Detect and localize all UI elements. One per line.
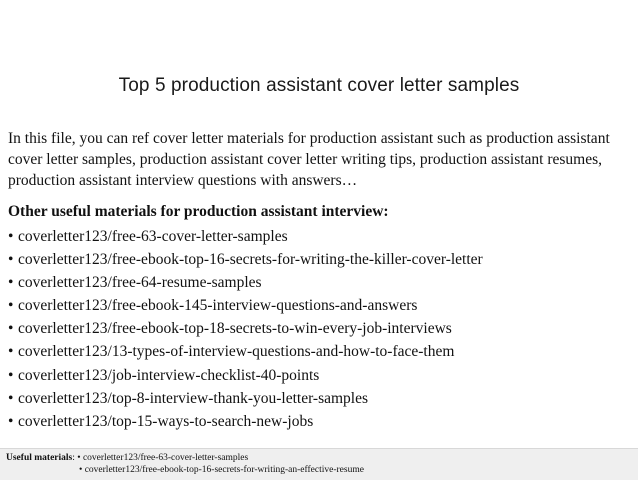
bullet-icon: • bbox=[8, 366, 14, 384]
bullet-icon: • bbox=[8, 251, 14, 269]
bullet-icon: • bbox=[8, 228, 14, 245]
footer-separator: : bbox=[72, 453, 78, 463]
list-item[interactable] bbox=[8, 225, 483, 248]
bullet-icon: • bbox=[8, 343, 14, 361]
link-text[interactable]: coverletter123/top-8-interview-thank-you-letter-samples bbox=[18, 389, 369, 407]
link-text[interactable]: coverletter123/job-interview-checklist-40-points bbox=[18, 366, 320, 384]
materials-heading: Other useful materials for production assistant interview: bbox=[8, 203, 389, 220]
list-item[interactable] bbox=[8, 340, 483, 363]
bullet-icon: • bbox=[8, 412, 14, 430]
footer-link[interactable]: coverletter123/free-63-cover-letter-samples bbox=[82, 453, 249, 463]
footer-bar bbox=[0, 448, 638, 480]
link-text[interactable]: coverletter123/free-ebook-top-16-secrets-for-writing-the-killer-cover-letter bbox=[18, 251, 483, 269]
list-item[interactable] bbox=[8, 248, 483, 271]
footer-link[interactable]: coverletter123/free-ebook-top-16-secrets-for-writing-an-effective-resume bbox=[84, 465, 364, 475]
materials-list bbox=[8, 225, 483, 433]
link-text[interactable]: coverletter123/top-15-ways-to-search-new-jobs bbox=[18, 412, 314, 430]
list-item[interactable] bbox=[8, 271, 483, 294]
footer-row bbox=[6, 453, 248, 464]
link-text[interactable]: coverletter123/free-63-cover-letter-samples bbox=[18, 228, 288, 245]
bullet-icon: • bbox=[77, 453, 81, 463]
list-item[interactable] bbox=[8, 364, 483, 387]
bullet-icon: • bbox=[8, 320, 14, 338]
link-text[interactable]: coverletter123/free-ebook-145-interview-questions-and-answers bbox=[18, 297, 418, 315]
footer-label: Useful materials bbox=[6, 453, 73, 463]
bullet-icon: • bbox=[8, 274, 14, 292]
link-text[interactable]: coverletter123/free-ebook-top-18-secrets-to-win-every-job-interviews bbox=[18, 320, 452, 338]
link-text[interactable]: coverletter123/free-64-resume-samples bbox=[18, 274, 262, 292]
link-text[interactable]: coverletter123/13-types-of-interview-questions-and-how-to-face-them bbox=[18, 343, 455, 361]
bullet-icon: • bbox=[79, 465, 83, 475]
page-title: Top 5 production assistant cover letter samples bbox=[118, 75, 520, 96]
bullet-icon: • bbox=[8, 297, 14, 315]
list-item[interactable] bbox=[8, 387, 483, 410]
bullet-icon: • bbox=[8, 389, 14, 407]
list-item[interactable] bbox=[8, 317, 483, 340]
footer-row bbox=[79, 465, 364, 476]
list-item[interactable] bbox=[8, 294, 483, 317]
list-item[interactable] bbox=[8, 410, 483, 433]
intro-paragraph: In this file, you can ref cover letter materials for production assistant such as production assistant cover letter samples, production assistant cover letter writing tips, production assistant resumes, production assistant interview questions with answers… bbox=[8, 130, 610, 189]
